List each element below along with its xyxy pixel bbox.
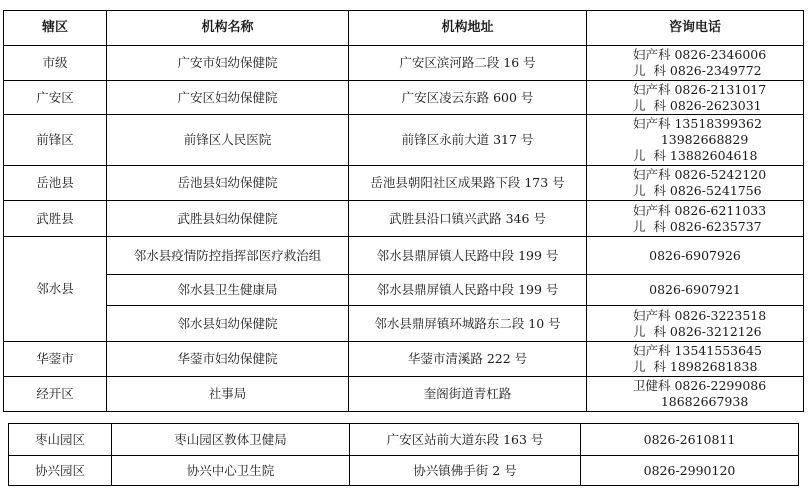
cell-address: 前锋区永前大道 317 号	[349, 115, 587, 166]
cell-org-name: 广安市妇幼保健院	[107, 46, 349, 81]
cell-org-name: 广安区妇幼保健院	[107, 81, 349, 115]
table-row	[4, 201, 804, 237]
header-org-name: 机构名称	[107, 11, 349, 46]
phone-line: 儿 科 0826-3212126	[633, 323, 762, 339]
phone-line: 儿 科 0826-2349772	[633, 63, 762, 78]
cell-address: 广安区站前大道东段 163 号	[350, 424, 581, 456]
cell-district: 广安区	[4, 81, 107, 115]
table-row	[4, 46, 804, 81]
header-phone: 咨询电话	[587, 11, 804, 46]
table-row	[4, 342, 804, 377]
header-address: 机构地址	[349, 11, 587, 46]
cell-org-name: 邻水县卫生健康局	[107, 275, 349, 306]
cell-phone: 0826-6907921	[587, 275, 804, 306]
table-row	[4, 166, 804, 201]
cell-district: 协兴园区	[9, 456, 112, 486]
cell-phone: 0826-2610811	[581, 424, 799, 456]
cell-district: 武胜县	[4, 201, 107, 237]
cell-address: 协兴镇佛手街 2 号	[350, 456, 581, 486]
cell-phone	[587, 306, 804, 342]
phone-line: 妇产科 0826-5242120	[633, 167, 767, 182]
cell-phone: 0826-6907926	[587, 237, 804, 275]
cell-phone: 0826-2990120	[581, 456, 799, 486]
table-header-row	[4, 11, 804, 46]
table-row	[4, 115, 804, 166]
cell-org-name: 武胜县妇幼保健院	[107, 201, 349, 237]
contact-table	[3, 10, 804, 412]
cell-phone	[587, 166, 804, 201]
table-row	[4, 81, 804, 115]
cell-phone	[587, 115, 804, 166]
phone-line: 13982668829	[633, 132, 749, 147]
phone-line: 妇产科 0826-2131017	[633, 81, 767, 97]
cell-org-name: 邻水县妇幼保健院	[107, 306, 349, 342]
cell-org-name: 前锋区人民医院	[107, 115, 349, 166]
phone-line: 儿 科 13882604618	[633, 148, 758, 163]
table-row	[4, 237, 804, 275]
phone-line: 18682667938	[633, 394, 749, 409]
cell-address: 华蓥市清溪路 222 号	[349, 342, 587, 377]
phone-line: 妇产科 13518399362	[633, 116, 762, 131]
cell-org-name: 华蓥市妇幼保健院	[107, 342, 349, 377]
cell-district: 前锋区	[4, 115, 107, 166]
cell-district: 岳池县	[4, 166, 107, 201]
cell-phone	[587, 377, 804, 412]
cell-org-name: 社事局	[107, 377, 349, 412]
table-row	[4, 377, 804, 412]
cell-address: 奎阁街道青杠路	[349, 377, 587, 412]
cell-address: 邻水县鼎屏镇环城路东二段 10 号	[349, 306, 587, 342]
cell-district: 市级	[4, 46, 107, 81]
table-row	[4, 306, 804, 342]
phone-line: 妇产科 13541553645	[633, 343, 762, 358]
table-row	[9, 424, 799, 456]
cell-address: 广安区滨河路二段 16 号	[349, 46, 587, 81]
table-row	[4, 275, 804, 306]
phone-line: 儿 科 0826-2623031	[633, 97, 762, 113]
phone-line: 儿 科 0826-5241756	[633, 183, 762, 198]
cell-phone	[587, 342, 804, 377]
cell-district: 华蓥市	[4, 342, 107, 377]
cell-address: 岳池县朝阳社区成果路下段 173 号	[349, 166, 587, 201]
cell-address: 广安区凌云东路 600 号	[349, 81, 587, 115]
cell-org-name: 邻水县疫情防控指挥部医疗救治组	[107, 237, 349, 275]
header-district: 辖区	[4, 11, 107, 46]
cell-org-name: 岳池县妇幼保健院	[107, 166, 349, 201]
phone-line: 儿 科 18982681838	[633, 359, 758, 374]
cell-district: 枣山园区	[9, 424, 112, 456]
cell-address: 武胜县沿口镇兴武路 346 号	[349, 201, 587, 237]
cell-phone	[587, 201, 804, 237]
supplementary-table	[8, 423, 799, 486]
phone-line: 妇产科 0826-2346006	[633, 47, 767, 62]
cell-org-name: 协兴中心卫生院	[112, 456, 350, 486]
cell-district: 经开区	[4, 377, 107, 412]
cell-phone	[587, 81, 804, 115]
cell-district: 邻水县	[4, 237, 107, 342]
table-row	[9, 456, 799, 486]
cell-address: 邻水县鼎屏镇人民路中段 199 号	[349, 237, 587, 275]
cell-phone	[587, 46, 804, 81]
cell-org-name: 枣山园区教体卫健局	[112, 424, 350, 456]
phone-line: 卫健科 0826-2299086	[633, 378, 767, 393]
phone-line: 妇产科 0826-6211033	[633, 202, 767, 218]
phone-line: 妇产科 0826-3223518	[633, 307, 767, 323]
phone-line: 儿 科 0826-6235737	[633, 218, 762, 234]
cell-address: 邻水县鼎屏镇人民路中段 199 号	[349, 275, 587, 306]
